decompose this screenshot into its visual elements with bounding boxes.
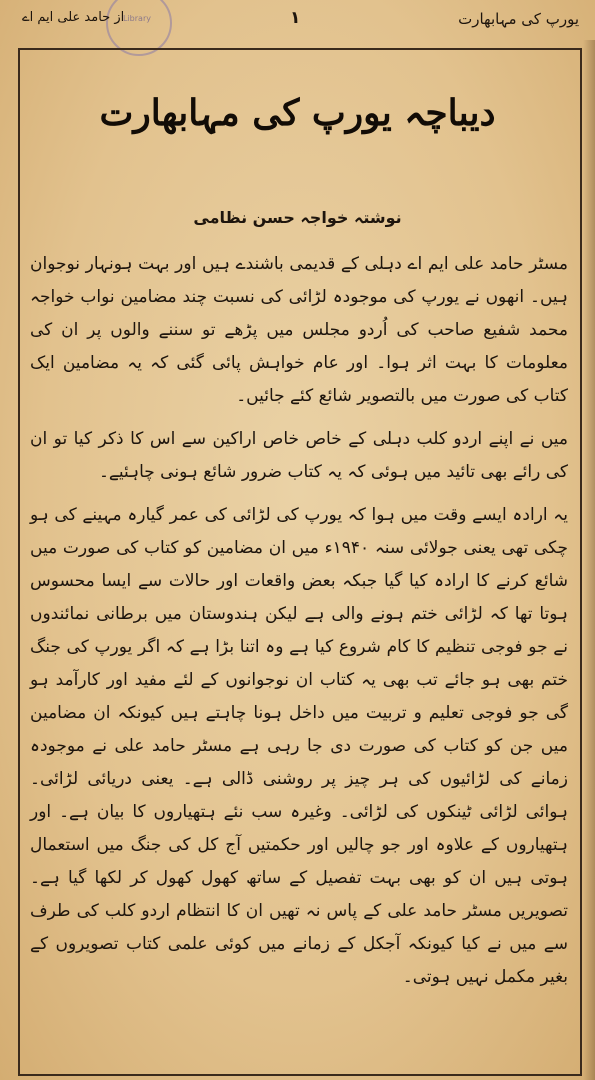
paragraph: میں نے اپنے اردو کلب دہلی کے خاص خاص اراکین سے اس کا ذکر کیا تو ان کی رائے بھی تائید میں ہوئی کہ یہ کتاب ضرور شائع ہونی چاہئیے۔: [30, 429, 568, 482]
paragraph: یہ ارادہ ایسے وقت میں ہوا کہ یورپ کی لڑائی کی عمر گیارہ مہینے کی ہو چکی تھی یعنی جولائی سنہ ۱۹۴۰ء میں ان مضامین کو کتاب کی صورت میں شائع کرنے کا ارادہ کیا گیا جبکہ بعض واقعات اور حالات سے ایسا محسوس ہوتا تھا کہ لڑائی ختم ہونے والی ہے لیکن ہندوستان میں برطانی نمائندوں نے جو فوجی تنظیم کا کام شروع کیا ہے وہ اتنا بڑا ہے کہ اگر یورپ کی جنگ ختم بھی ہو جائے تب بھی یہ کتاب ان نوجوانوں کے لئے مفید اور کارآمد ہو گی جو فوجی تعلیم و تربیت میں داخل ہونا چاہتے ہیں کیونکہ ان مضامین میں جن کو کتاب کی صورت دی جا رہی ہے مسٹر حامد علی نے موجودہ زمانے کی لڑائیوں کی ہر چیز پر روشنی ڈالی ہے۔ یعنی دریائی لڑائی۔ ہوائی لڑائی ٹینکوں کی لڑائی۔ وغیرہ سب نئے ہتھیاروں کا بیان ہے۔ اور ہتھیاروں کے علاوہ اور جو چالیں اور حکمتیں آج کل کی جنگ میں استعمال ہوتی ہیں ان کو بھی بہت تفصیل کے ساتھ کھول کھول کر لکھا گیا ہے۔ تصویریں مسٹر حامد علی کے پاس نہ تھیں ان کا انتظام اردو کلب کی طرف سے میں نے کیا کیونکہ آجکل کے زمانے میں کوئی علمی کتاب تصویروں کے بغیر مکمل نہیں ہوتی۔: [30, 505, 568, 987]
page-edge-shadow: [583, 40, 595, 1080]
body-text: [30, 248, 568, 1004]
stamp-label: Library: [123, 14, 151, 23]
page-number: ١: [290, 8, 301, 28]
paragraph: مسٹر حامد علی ایم اے دہلی کے قدیمی باشندے ہیں اور بہت ہونہار نوجوان ہیں۔ انھوں نے یورپ کی موجودہ لڑائی کی نسبت چند مضامین نواب خواجہ محمد شفیع صاحب کی اُردو مجلس میں پڑھے تو سننے والوں پر ان کی معلومات کا بہت اثر ہوا۔ اور عام خواہش پائی گئی کہ یہ مضامین ایک کتاب کی صورت میں بالتصویر شائع کئے جائیں۔: [30, 254, 568, 406]
page-title: دیباچہ یورپ کی مہابھارت: [99, 92, 496, 134]
running-title: یورپ کی مہابھارت: [458, 10, 579, 28]
author-byline: نوشتہ خواجہ حسن نظامی: [193, 208, 402, 227]
page-header: [0, 4, 595, 36]
author-note: از حامد علی ایم اے: [22, 10, 125, 25]
